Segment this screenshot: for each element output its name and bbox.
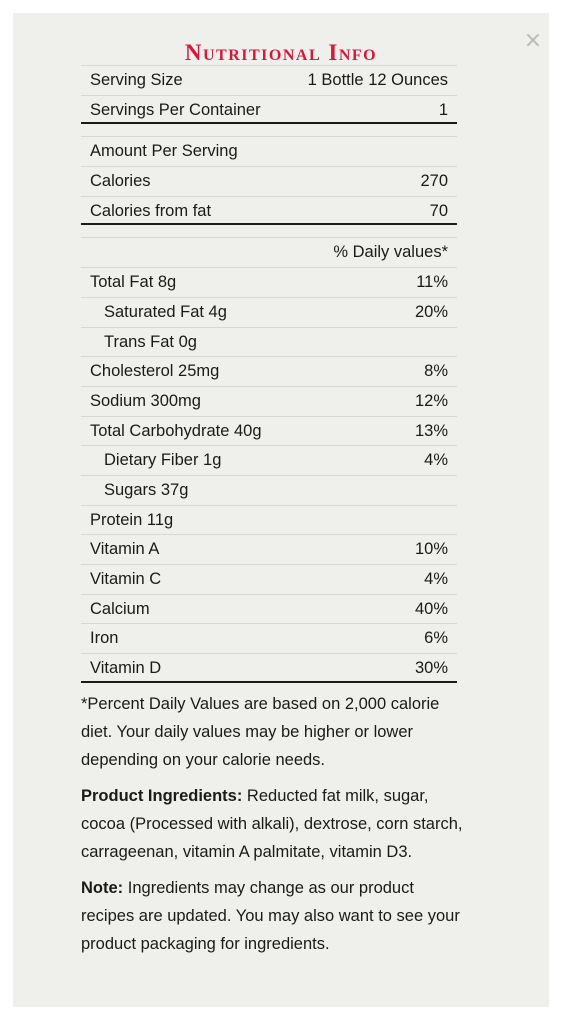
nutrients-row	[81, 356, 457, 386]
nutrients-row	[81, 623, 457, 653]
amount-label: Calories from fat	[90, 201, 212, 220]
nutrients-label: Trans Fat 0g	[104, 332, 197, 351]
nutrients-row	[81, 416, 457, 446]
nutrients-row	[81, 327, 457, 357]
nutrients-value: 6%	[424, 629, 448, 648]
nutrients-label: Vitamin C	[90, 570, 162, 588]
serving-row	[81, 65, 457, 95]
note-text: Ingredients may change as our product recipes are updated. You may also want to see your product packaging for ingredients.	[81, 879, 460, 953]
serving-label: Servings Per Container	[90, 100, 261, 119]
serving-value: 1 Bottle 12 Ounces	[307, 71, 448, 89]
nutrients-label: Iron	[90, 629, 119, 648]
footnote: *Percent Daily Values are based on 2,000 calorie diet. Your daily values may be higher or lower depending on your calorie needs.	[81, 695, 440, 769]
nutrients-value: 30%	[414, 659, 448, 678]
daily-values-label: % Daily values*	[333, 243, 448, 262]
daily-values-header	[81, 237, 457, 267]
nutrients-value: 20%	[414, 302, 448, 321]
nutrients-label: Total Fat 8g	[90, 273, 177, 292]
note-label: Note:	[81, 879, 124, 897]
nutrients-value: 8%	[424, 362, 448, 381]
close-icon[interactable]: ×	[523, 28, 543, 53]
nutrients-label: Calcium	[90, 599, 150, 618]
serving-label: Serving Size	[90, 71, 183, 89]
nutrients-row	[81, 505, 457, 535]
notes-section	[81, 690, 471, 966]
nutrients-value: 40%	[414, 599, 448, 618]
nutrients-value: 11%	[416, 273, 448, 292]
nutrients-label: Cholesterol 25mg	[90, 362, 220, 381]
nutrients-label: Protein 11g	[90, 510, 174, 529]
nutrients-label: Dietary Fiber 1g	[104, 451, 222, 470]
nutrients-value: 12%	[414, 391, 448, 410]
nutrients-row	[81, 534, 457, 564]
nutrients-row	[81, 564, 457, 594]
nutrients-value: 4%	[424, 451, 448, 470]
amount-row	[81, 196, 457, 226]
nutrients-label: Sodium 300mg	[90, 391, 201, 410]
amount-label: Calories	[90, 172, 151, 191]
nutrients-label: Sugars 37g	[104, 480, 189, 499]
nutrition-table	[81, 65, 457, 683]
nutrients-row	[81, 267, 457, 297]
nutrients-row	[81, 297, 457, 327]
amount-label: Amount Per Serving	[90, 142, 238, 161]
nutrients-value: 4%	[424, 570, 448, 588]
ingredients-text: Reducted fat milk, sugar, cocoa (Processed with alkali), dextrose, corn starch, carrageenan, vitamin A palmitate, vitamin D3.	[81, 787, 463, 861]
nutrients-label: Total Carbohydrate 40g	[90, 421, 262, 440]
amount-row	[81, 166, 457, 196]
ingredients-paragraph	[81, 782, 471, 866]
nutrients-label: Vitamin D	[90, 659, 162, 678]
nutrients-row	[81, 594, 457, 624]
ingredients-label: Product Ingredients:	[81, 787, 243, 805]
serving-value: 1	[438, 100, 448, 119]
nutrients-row	[81, 475, 457, 505]
nutrients-row	[81, 653, 457, 683]
amount-value: 70	[429, 201, 448, 220]
nutrients-value: 13%	[414, 421, 448, 440]
amount-row	[81, 136, 457, 166]
note-paragraph	[81, 874, 471, 958]
nutrients-label: Vitamin A	[90, 540, 160, 559]
modal-title: Nutritional Info	[184, 40, 378, 65]
amount-value: 270	[420, 172, 448, 191]
nutrients-label: Saturated Fat 4g	[104, 302, 227, 321]
nutrients-row	[81, 445, 457, 475]
nutrients-value: 10%	[414, 540, 448, 559]
nutrients-row	[81, 386, 457, 416]
serving-row	[81, 95, 457, 125]
